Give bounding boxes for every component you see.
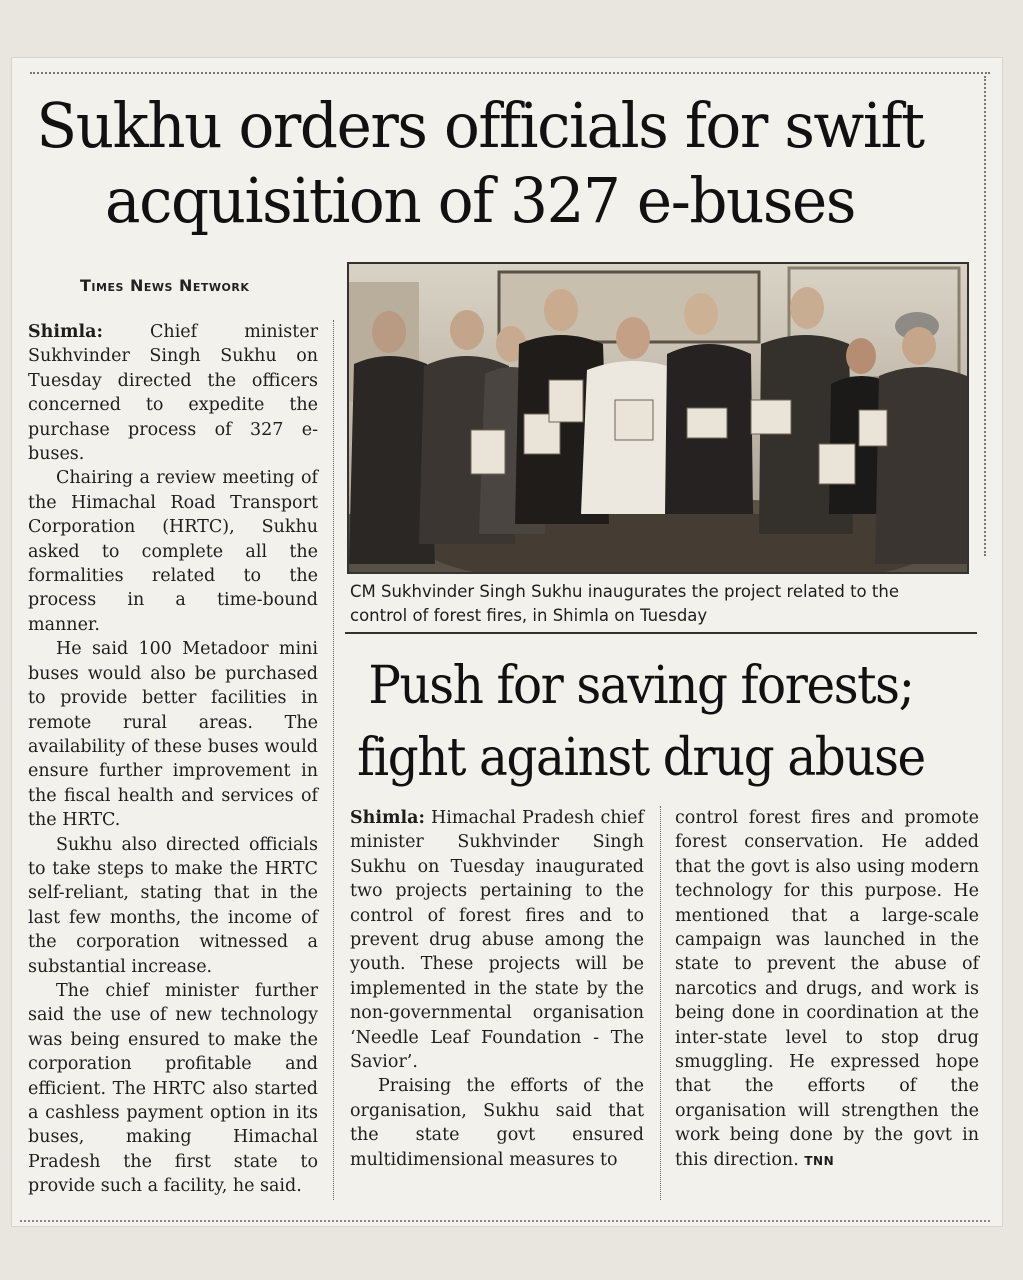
news-photo: [347, 262, 969, 574]
article2-paragraph: Praising the efforts of the organisation, Sukhu said that the state govt ensured multidimensional measures to: [350, 1076, 644, 1170]
article1-paragraph: Chairing a review meeting of the Himachal Road Transport Corporation (HRTC), Sukhu asked to complete all the formalities related to the process in a time-bound manner.: [28, 468, 318, 635]
article2-headline-line1: Push for saving forests;: [368, 656, 914, 716]
article1-paragraph: He said 100 Metadoor mini buses would also be purchased to provide better facilities in remote rural areas. The availability of these buses would ensure further improvement in the fiscal health and services of the HRTC.: [28, 639, 318, 831]
article2-dateline: Shimla:: [350, 808, 425, 828]
article1-paragraph: Sukhu also directed officials to take steps to make the HRTC self-reliant, stating that in the last few months, the income of the corporation witnessed a substantial increase.: [28, 834, 318, 977]
article2-paragraph: control forest fires and promote forest conservation. He added that the govt is also using modern technology for this purpose. He mentioned that a large-scale campaign was launched in the state to prevent the abuse of narcotics and drugs, and work is being done in coordination at the inter-state level to stop drug smuggling. He expressed hope that the efforts of the organisation will strengthen the work being done by the govt in this direction. TNN: [675, 808, 979, 1170]
section-divider: [345, 632, 977, 634]
news-photo-image: [349, 264, 967, 572]
article2-headline: [348, 650, 934, 794]
column-divider: [333, 320, 334, 1200]
column-divider: [660, 806, 661, 1200]
byline: Times News Network: [80, 276, 250, 295]
clipping-edge-top: [30, 72, 990, 74]
sign-off: TNN: [804, 1153, 835, 1168]
clipping-edge-right: [984, 76, 986, 556]
article1-headline: [24, 88, 936, 238]
photo-caption: CM Sukhvinder Singh Sukhu inaugurates the project related to the control of forest fires, in Shimla on Tuesday: [350, 582, 899, 625]
article2-body-column-b: [675, 806, 979, 1173]
clipping-edge-bottom: [20, 1220, 990, 1222]
article1-headline-line2: acquisition of 327 e-buses: [105, 164, 855, 237]
article1-paragraph: Shimla: Chief minister Sukhvinder Singh Sukhu on Tuesday directed the officers concerned to expedite the purchase process of 327 e-buses.: [28, 322, 318, 465]
article1-paragraph: The chief minister further said the use of new technology was being ensured to make the corporation profitable and efficient. The HRTC also started a cashless payment option in its buses, making Himachal Pradesh the first state to provide such a facility, he said.: [28, 980, 318, 1197]
article1-dateline: Shimla:: [28, 322, 103, 342]
article1-body: [28, 320, 318, 1199]
article2-paragraph: Shimla: Himachal Pradesh chief minister Sukhvinder Singh Sukhu on Tuesday inaugurated two projects pertaining to the control of forest fires and to prevent drug abuse among the youth. These projects will be implemented in the state by the non-governmental organisation ‘Needle Leaf Foundation - The Savior’.: [350, 808, 644, 1073]
article1-headline-line1: Sukhu orders officials for swift: [36, 89, 924, 162]
article2-body-column-a: [350, 806, 644, 1172]
article2-headline-line2: fight against drug abuse: [357, 728, 925, 788]
